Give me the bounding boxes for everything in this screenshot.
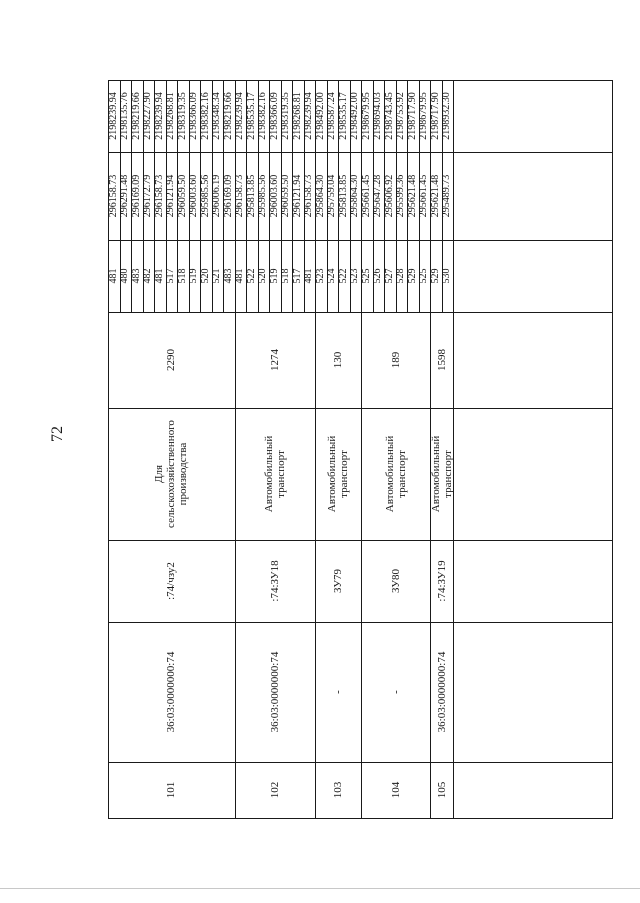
table-grid-line: [612, 80, 613, 819]
point-number-cell: 519: [188, 268, 200, 284]
coord-y-cell: 2198366.09: [188, 92, 200, 140]
coord-x-cell: 296169.09: [222, 174, 234, 218]
point-number-cell: 480: [119, 268, 131, 284]
point-number-cell: 481: [107, 268, 119, 284]
coord-x-cell: 296158.73: [107, 174, 119, 218]
coord-y-cell: 2198319.35: [176, 92, 188, 140]
coord-y-cell: 2198679.95: [418, 92, 430, 140]
point-number-cell: 518: [280, 268, 292, 284]
point-number-cell: 519: [268, 268, 280, 284]
cadastral-number-cell: 36:03:0000000:74: [268, 651, 281, 733]
coord-y-cell: 2198743.45: [383, 92, 395, 140]
coord-x-cell: 296158.73: [303, 174, 315, 218]
coord-x-cell: 295621.48: [429, 174, 441, 218]
table-grid-line: [108, 762, 612, 763]
coord-y-cell: 2198753.92: [395, 92, 407, 140]
point-number-cell: 525: [360, 268, 372, 284]
coord-x-cell: 295813.85: [245, 174, 257, 218]
point-number-cell: 524: [326, 268, 338, 284]
cadastral-number-cell: 36:03:0000000:74: [435, 651, 448, 733]
plot-designation-cell: :74/чзу2: [165, 562, 178, 600]
coord-x-cell: 296059.50: [176, 174, 188, 218]
point-number-cell: 523: [349, 268, 361, 284]
coord-y-cell: 2198239.94: [234, 92, 246, 140]
coord-y-cell: 2198268.81: [165, 92, 177, 140]
point-number-cell: 528: [395, 268, 407, 284]
coord-x-cell: 295661.45: [418, 174, 430, 218]
purpose-cell: Автомобильный транспорт: [326, 435, 350, 513]
point-number-cell: 523: [314, 268, 326, 284]
coord-x-cell: 296121.94: [291, 174, 303, 218]
point-number-cell: 517: [165, 268, 177, 284]
table-grid-line: [108, 540, 612, 541]
point-number-cell: 522: [245, 268, 257, 284]
area-cell: 1598: [435, 349, 448, 371]
coord-y-cell: 2198587.24: [326, 92, 338, 140]
coord-x-cell: 296169.09: [130, 174, 142, 218]
plot-designation-cell: ЗУ79: [332, 568, 344, 594]
coord-x-cell: 295864.30: [349, 174, 361, 218]
point-number-cell: 482: [142, 268, 154, 284]
point-number-cell: 483: [130, 268, 142, 284]
coord-y-cell: 2198492.00: [314, 92, 326, 140]
coord-y-cell: 2198239.94: [107, 92, 119, 140]
row-number-cell: 104: [389, 781, 402, 799]
coord-y-cell: 2198679.95: [360, 92, 372, 140]
point-number-cell: 481: [153, 268, 165, 284]
coord-x-cell: 295661.45: [360, 174, 372, 218]
coord-y-cell: 2198348.34: [211, 92, 223, 140]
coord-x-cell: 295647.28: [372, 174, 384, 218]
point-number-cell: 529: [406, 268, 418, 284]
coord-y-cell: 2198135.76: [119, 92, 131, 140]
plot-designation-cell: :74:ЗУ18: [268, 560, 281, 602]
purpose-cell: Автомобильный транспорт: [383, 435, 408, 513]
row-number-cell: 105: [435, 781, 448, 799]
coord-y-cell: 2198717.90: [406, 92, 418, 140]
point-number-cell: 481: [303, 268, 315, 284]
coord-x-cell: 295621.48: [406, 174, 418, 218]
area-cell: 2290: [165, 349, 178, 371]
table-grid-line: [108, 408, 612, 409]
coord-y-cell: 2198694.03: [372, 92, 384, 140]
point-number-cell: 520: [257, 268, 269, 284]
coord-x-cell: 295606.92: [383, 174, 395, 218]
point-number-cell: 518: [176, 268, 188, 284]
area-cell: 130: [332, 351, 344, 369]
plot-designation-cell: :74:ЗУ19: [435, 560, 448, 602]
area-cell: 1274: [268, 349, 281, 371]
coord-y-cell: 2198227.90: [142, 92, 154, 140]
coord-x-cell: 296172.79: [142, 174, 154, 218]
table-grid-line: [108, 622, 612, 623]
coord-y-cell: 2198382.16: [199, 92, 211, 140]
coord-x-cell: 296158.73: [153, 174, 165, 218]
coord-x-cell: 296121.94: [165, 174, 177, 218]
page-bottom-rule: [0, 888, 640, 889]
table-grid-line: [108, 240, 612, 241]
point-number-cell: 483: [222, 268, 234, 284]
coord-y-cell: 2198219.66: [130, 92, 142, 140]
page-number: 72: [49, 426, 66, 442]
coord-y-cell: 2198535.17: [337, 92, 349, 140]
table-grid-line: [108, 80, 612, 81]
coord-x-cell: 295985.56: [257, 174, 269, 218]
coord-x-cell: 295813.85: [337, 174, 349, 218]
row-number-cell: 101: [165, 781, 178, 799]
cadastral-number-cell: -: [332, 690, 344, 694]
row-number-cell: 102: [268, 781, 281, 799]
coord-x-cell: 295759.04: [326, 174, 338, 218]
coord-y-cell: 2198382.16: [257, 92, 269, 140]
point-number-cell: 530: [441, 268, 453, 284]
point-number-cell: 517: [291, 268, 303, 284]
coord-x-cell: 296003.60: [268, 174, 280, 218]
table-grid-line: [453, 80, 454, 818]
coord-y-cell: 2198239.94: [303, 92, 315, 140]
coord-x-cell: 296158.73: [234, 174, 246, 218]
area-cell: 189: [389, 351, 402, 369]
point-number-cell: 521: [211, 268, 223, 284]
coord-x-cell: 296003.60: [188, 174, 200, 218]
point-number-cell: 529: [429, 268, 441, 284]
coord-x-cell: 295864.30: [314, 174, 326, 218]
purpose-cell: Автомобильный транспорт: [262, 435, 287, 513]
cadastral-number-cell: 36:03:0000000:74: [165, 651, 178, 733]
plot-designation-cell: ЗУ80: [389, 568, 402, 594]
coord-y-cell: 2198366.09: [268, 92, 280, 140]
coord-x-cell: 296291.48: [119, 174, 131, 218]
coord-y-cell: 2198319.35: [280, 92, 292, 140]
point-number-cell: 481: [234, 268, 246, 284]
point-number-cell: 525: [418, 268, 430, 284]
coord-x-cell: 295599.36: [395, 174, 407, 218]
coord-y-cell: 2198717.90: [429, 92, 441, 140]
cadastral-number-cell: -: [389, 690, 402, 694]
coord-y-cell: 2198492.00: [349, 92, 361, 140]
point-number-cell: 520: [199, 268, 211, 284]
purpose-cell: Автомобильный транспорт: [429, 435, 454, 513]
coord-y-cell: 2198219.66: [222, 92, 234, 140]
coord-x-cell: 295489.73: [441, 174, 453, 218]
purpose-cell: Для сельскохозяйственного производства: [153, 420, 190, 528]
coord-y-cell: 2198932.30: [441, 92, 453, 140]
table-grid-line: [108, 312, 612, 313]
table-grid-line: [108, 152, 612, 153]
row-number-cell: 103: [332, 781, 344, 799]
point-number-cell: 526: [372, 268, 384, 284]
coord-x-cell: 296059.50: [280, 174, 292, 218]
coord-x-cell: 295985.56: [199, 174, 211, 218]
coord-x-cell: 296006.19: [211, 174, 223, 218]
table-grid-line: [108, 818, 612, 819]
point-number-cell: 522: [337, 268, 349, 284]
coord-y-cell: 2198239.94: [153, 92, 165, 140]
coord-y-cell: 2198268.81: [291, 92, 303, 140]
coord-y-cell: 2198535.17: [245, 92, 257, 140]
point-number-cell: 527: [383, 268, 395, 284]
